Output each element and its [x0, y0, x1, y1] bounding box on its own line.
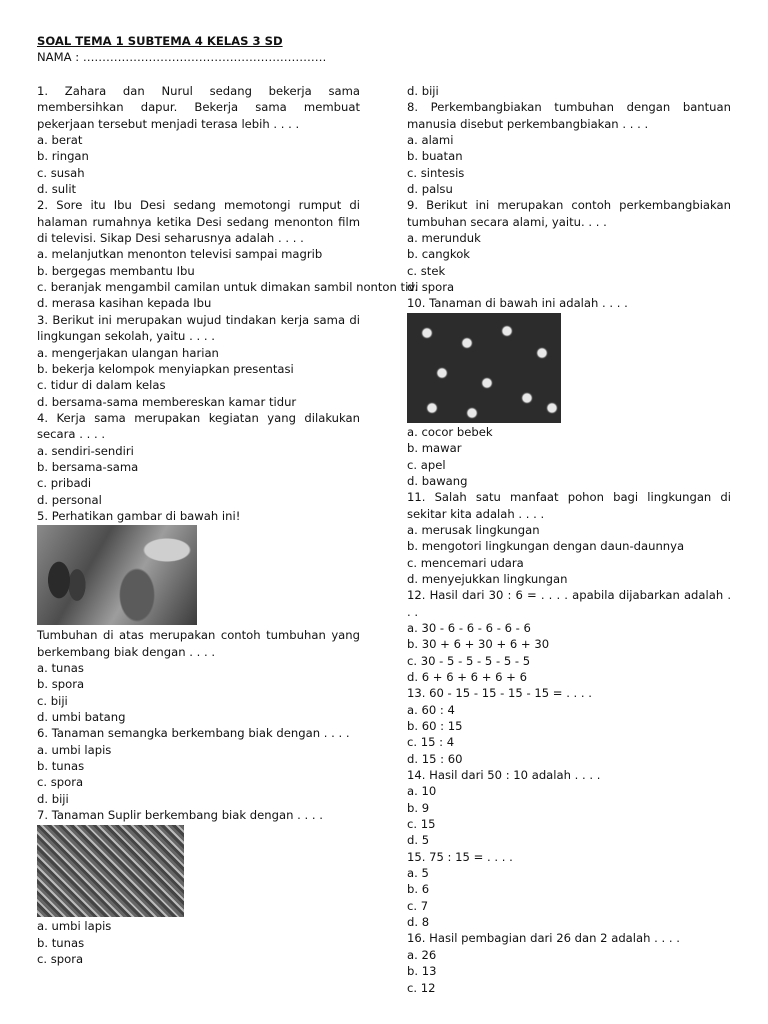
question-text: 13. 60 - 15 - 15 - 15 - 15 = . . . . [407, 686, 592, 701]
fern-photo [37, 825, 184, 917]
question-block [407, 197, 731, 295]
answer-option: a. sendiri-sendiri [37, 443, 134, 458]
answer-option: d. 5 [407, 833, 430, 848]
answer-option: c. 15 : 4 [407, 735, 455, 750]
answer-option: d. biji [407, 84, 439, 98]
question-block [37, 197, 419, 311]
answer-option: b. spora [37, 677, 85, 692]
question-block [37, 508, 360, 725]
question-block [407, 489, 731, 587]
answer-option: a. merusak lingkungan [407, 522, 540, 537]
answer-option: a. 5 [407, 866, 429, 881]
answer-option: d. palsu [407, 182, 453, 197]
answer-option: c. 12 [407, 980, 436, 995]
answer-option: a. merunduk [407, 231, 481, 246]
question-text: 4. Kerja sama merupakan kegiatan yang dilakukan secara . . . . [37, 410, 360, 442]
question-text: 10. Tanaman di bawah ini adalah . . . . [407, 296, 628, 311]
answer-option: a. umbi lapis [37, 742, 112, 757]
answer-option: c. biji [37, 693, 68, 708]
answer-option: b. tunas [37, 935, 85, 950]
question-block [37, 410, 360, 508]
answer-option: b. 9 [407, 800, 430, 815]
answer-option: b. 13 [407, 964, 437, 979]
question-block [407, 685, 731, 767]
answer-option: d. umbi batang [37, 710, 126, 724]
answer-option: c. beranjak mengambil camilan untuk dimakan sambil nonton tivi [37, 280, 419, 295]
answer-option: d. 6 + 6 + 6 + 6 + 6 [407, 669, 527, 684]
answer-option: b. 60 : 15 [407, 719, 463, 733]
answer-option: b. buatan [407, 149, 463, 164]
answer-option: c. susah [37, 165, 85, 180]
answer-option: d. 15 : 60 [407, 751, 463, 766]
answer-option: c. 7 [407, 898, 429, 913]
answer-option: d. bawang [407, 473, 468, 488]
answer-option: c. stek [407, 263, 446, 278]
answer-option: d. 8 [407, 915, 430, 930]
answer-option: d. biji [37, 791, 69, 806]
answer-option: c. sintesis [407, 165, 465, 180]
question-block [407, 767, 731, 849]
answer-option: a. melanjutkan menonton televisi sampai magrib [37, 247, 323, 262]
answer-option: b. 30 + 6 + 30 + 6 + 30 [407, 637, 550, 652]
answer-option: a. umbi lapis [37, 919, 112, 934]
question-text: 15. 75 : 15 = . . . . [407, 849, 513, 864]
name-field-line: NAMA : ……………………………………………………… [37, 50, 327, 65]
answer-option: b. tunas [37, 759, 85, 774]
answer-option: b. ringan [37, 149, 89, 164]
question-text: 7. Tanaman Suplir berkembang biak dengan . . . . [37, 808, 323, 823]
answer-option: a. 26 [407, 947, 437, 962]
answer-option: c. spora [37, 775, 84, 790]
question-text: 14. Hasil dari 50 : 10 adalah . . . . [407, 768, 601, 783]
question-block [407, 587, 731, 685]
answer-option: c. tidur di dalam kelas [37, 378, 166, 393]
answer-option: c. mencemari udara [407, 555, 524, 570]
answer-option: c. apel [407, 457, 446, 472]
question-block [37, 83, 360, 197]
right-column [407, 83, 731, 996]
answer-option: b. mengotori lingkungan dengan daun-daunnya [407, 539, 685, 554]
banana-plant-photo [37, 525, 197, 625]
question-text: 2. Sore itu Ibu Desi sedang memotongi rumput di halaman rumahnya ketika Desi sedang menonton film di televisi. Sikap Desi seharusnya adalah . . . . [37, 198, 360, 246]
question-text: 5. Perhatikan gambar di bawah ini! [37, 508, 241, 523]
question-block [37, 725, 360, 807]
answer-option: a. mengerjakan ulangan harian [37, 345, 219, 360]
answer-option: a. 10 [407, 784, 437, 799]
question-text: 3. Berikut ini merupakan wujud tindakan kerja sama di lingkungan sekolah, yaitu . . . . [37, 312, 360, 344]
question-text: 11. Salah satu manfaat pohon bagi lingkungan di sekitar kita adalah . . . . [407, 490, 731, 521]
question-text: 16. Hasil pembagian dari 26 dan 2 adalah . . . . [407, 931, 680, 946]
answer-option: b. bersama-sama [37, 459, 139, 474]
worksheet-title: SOAL TEMA 1 SUBTEMA 4 KELAS 3 SD [37, 34, 283, 48]
answer-option: c. 15 [407, 817, 436, 832]
question-block [37, 312, 360, 410]
answer-option: d. sulit [37, 182, 77, 197]
question-block [407, 849, 731, 931]
answer-option: d. bersama-sama membereskan kamar tidur [37, 394, 297, 409]
answer-option: d. spora [407, 280, 455, 295]
question-block [407, 930, 731, 995]
answer-option: a. 30 - 6 - 6 - 6 - 6 - 6 [407, 620, 531, 635]
answer-option: c. spora [37, 952, 84, 967]
question-block [407, 99, 731, 197]
answer-option: b. 6 [407, 882, 430, 897]
answer-option: b. cangkok [407, 247, 471, 262]
question-block [407, 83, 731, 99]
worksheet-header [37, 33, 377, 66]
answer-option: c. 30 - 5 - 5 - 5 - 5 - 5 [407, 653, 531, 668]
answer-option: b. mawar [407, 441, 462, 456]
kalanchoe-flower-photo [407, 313, 561, 423]
answer-option: a. 60 : 4 [407, 702, 455, 717]
question-text: 8. Perkembangbiakan tumbuhan dengan bantuan manusia disebut perkembangbiakan . . . . [407, 100, 731, 131]
answer-option: a. cocor bebek [407, 424, 493, 439]
answer-option: c. pribadi [37, 476, 92, 491]
question-text: 9. Berikut ini merupakan contoh perkembangbiakan tumbuhan secara alami, yaitu. . . . [407, 198, 731, 229]
answer-option: d. personal [37, 492, 102, 507]
question-block [37, 807, 360, 967]
answer-option: a. tunas [37, 660, 84, 675]
question-text: 12. Hasil dari 30 : 6 = . . . . apabila dijabarkan adalah . . . [407, 588, 731, 619]
answer-option: a. alami [407, 133, 454, 148]
question-text: Tumbuhan di atas merupakan contoh tumbuhan yang berkembang biak dengan . . . . [37, 628, 360, 659]
question-text: 6. Tanaman semangka berkembang biak dengan . . . . [37, 726, 350, 741]
answer-option: d. merasa kasihan kepada Ibu [37, 296, 212, 311]
answer-option: d. menyejukkan lingkungan [407, 571, 568, 586]
answer-option: b. bekerja kelompok menyiapkan presentasi [37, 361, 294, 376]
question-text: 1. Zahara dan Nurul sedang bekerja sama membersihkan dapur. Bekerja sama membuat pekerjaan tersebut menjadi terasa lebih . . . . [37, 84, 360, 131]
question-block [407, 295, 731, 489]
answer-option: a. berat [37, 133, 83, 148]
answer-option: b. bergegas membantu Ibu [37, 263, 195, 278]
